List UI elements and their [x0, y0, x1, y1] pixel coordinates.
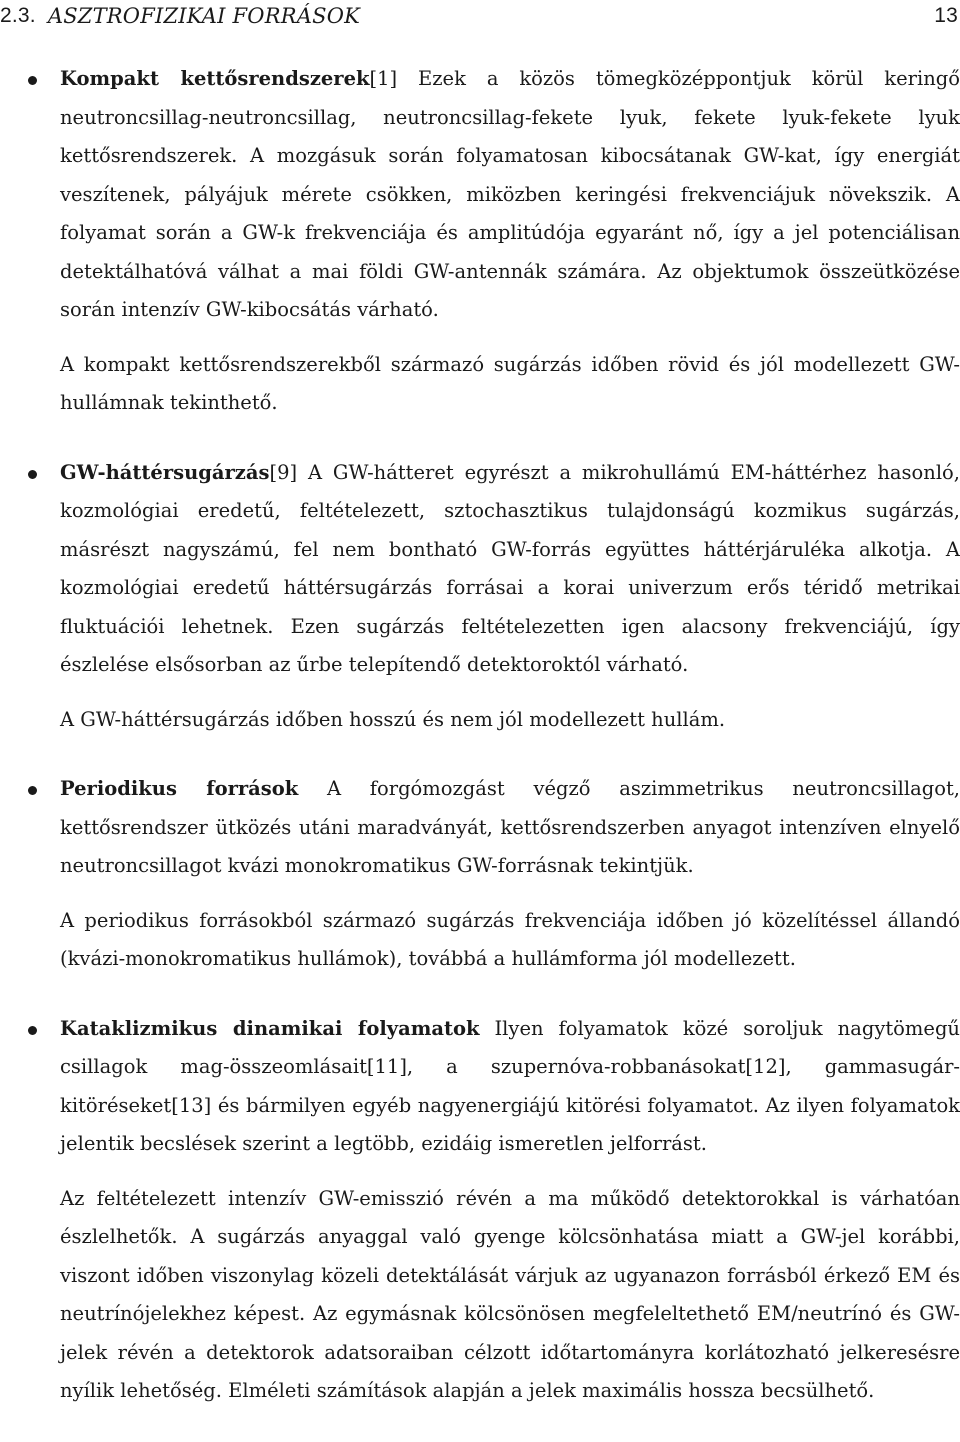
item-text: Ezek a közös tömegközéppontjuk körül keringő neutroncsillag-neutroncsillag, neutroncsillag-fekete lyuk, fekete lyuk-fekete lyuk kettősrendszerek. A mozgásuk során folyamatosan kibocsátanak GW-kat, így energiát veszítenek, pályájuk mérete csökken, miközben keringési frekvenciájuk növekszik. A folyamat során a GW-k frekvenciája és amplitúdója egyaránt nő, így a jel potenciálisan detektálhatóvá válhat a mai földi GW-antennák számára. Az objektumok összeütközése során intenzív GW-kibocsátás várható. — [60, 67, 960, 321]
page-number: 13 — [934, 4, 958, 27]
item-text: A forgómozgást végző aszimmetrikus neutroncsillagot, kettősrendszer ütközés utáni maradványát, kettősrendszerben anyagot intenzíven elnyelő neutroncsillagot kvázi monokromatikus GW-forrásnak tekintjük. — [60, 777, 960, 877]
item-note: A kompakt kettősrendszerekből származó sugárzás időben rövid és jól modellezett GW-hullámnak tekinthető. — [60, 352, 960, 414]
section-heading — [0, 4, 360, 28]
list-item — [0, 1010, 960, 1411]
item-paragraph — [60, 770, 960, 886]
item-paragraph — [60, 454, 960, 685]
item-note: A periodikus forrásokból származó sugárzás frekvenciája időben jó közelítéssel állandó (kvázi-monokromatikus hullámok), továbbá a hullámforma jól modellezett. — [60, 908, 960, 970]
item-text: Ilyen folyamatok közé soroljuk nagytömegű csillagok mag-összeomlásait[11], a szupernóva-robbanásokat[12], gammasugár-kitöréseket[13] és bármilyen egyéb nagyenergiájú kitörési folyamatot. Az ilyen folyamatok jelentik becslések szerint a legtöbb, ezidáig ismeretlen jelforrást. — [60, 1016, 960, 1155]
bullet-list — [0, 60, 960, 1442]
item-note: A GW-háttérsugárzás időben hosszú és nem jól modellezett hullám. — [60, 707, 726, 731]
item-text: A GW-hátteret egyrészt a mikrohullámú EM-háttérhez hasonló, kozmológiai eredetű, feltételezett, sztochasztikus tulajdonságú kozmikus sugárzás, másrészt nagyszámú, fel nem bontható GW-forrás együttes háttérjáruléka alkotja. A kozmológiai eredetű háttérsugárzás forrásai a korai univerzum erős téridő metrikai fluktuációi lehetnek. Ezen sugárzás feltételezetten igen alacsony frekvenciájú, így észlelése elsősorban az űrbe telepítendő detektoroktól várható. — [60, 460, 960, 676]
item-term: Kompakt kettősrendszerek — [60, 67, 370, 90]
bullet-icon — [28, 470, 37, 479]
item-term: GW-háttérsugárzás — [60, 460, 270, 484]
list-item — [0, 60, 960, 423]
running-header — [0, 0, 958, 32]
section-title: ASZTROFIZIKAI FORRÁSOK — [47, 4, 360, 28]
item-term: Kataklizmikus dinamikai folyamatok — [60, 1016, 480, 1040]
section-number: 2.3. — [0, 4, 36, 27]
item-citation: [1] — [369, 67, 398, 90]
item-note: Az feltételezett intenzív GW-emisszió révén a ma működő detektorokkal is várhatóan észlelhetők. A sugárzás anyaggal való gyenge kölcsönhatása miatt a GW-jel korábbi, viszont időben viszonylag közeli detektálását várjuk az ugyanazon forrásból érkező EM és neutrínójelekhez képest. Az egymásnak kölcsönösen megfeleltethető EM/neutrínó és GW-jelek révén a detektorok adatsoraiban célzott időtartományra korlátozható jelkeresésre nyílik lehetőség. Elméleti számítások alapján a jelek maximális hossza becsülhető. — [60, 1186, 960, 1402]
bullet-icon — [28, 786, 37, 795]
item-paragraph — [60, 60, 960, 330]
list-item — [0, 454, 960, 740]
item-term: Periodikus források — [60, 777, 299, 800]
item-citation: [9] — [269, 460, 298, 484]
bullet-icon — [28, 1026, 37, 1035]
item-paragraph — [60, 1010, 960, 1164]
bullet-icon — [28, 76, 37, 85]
list-item — [0, 770, 960, 979]
